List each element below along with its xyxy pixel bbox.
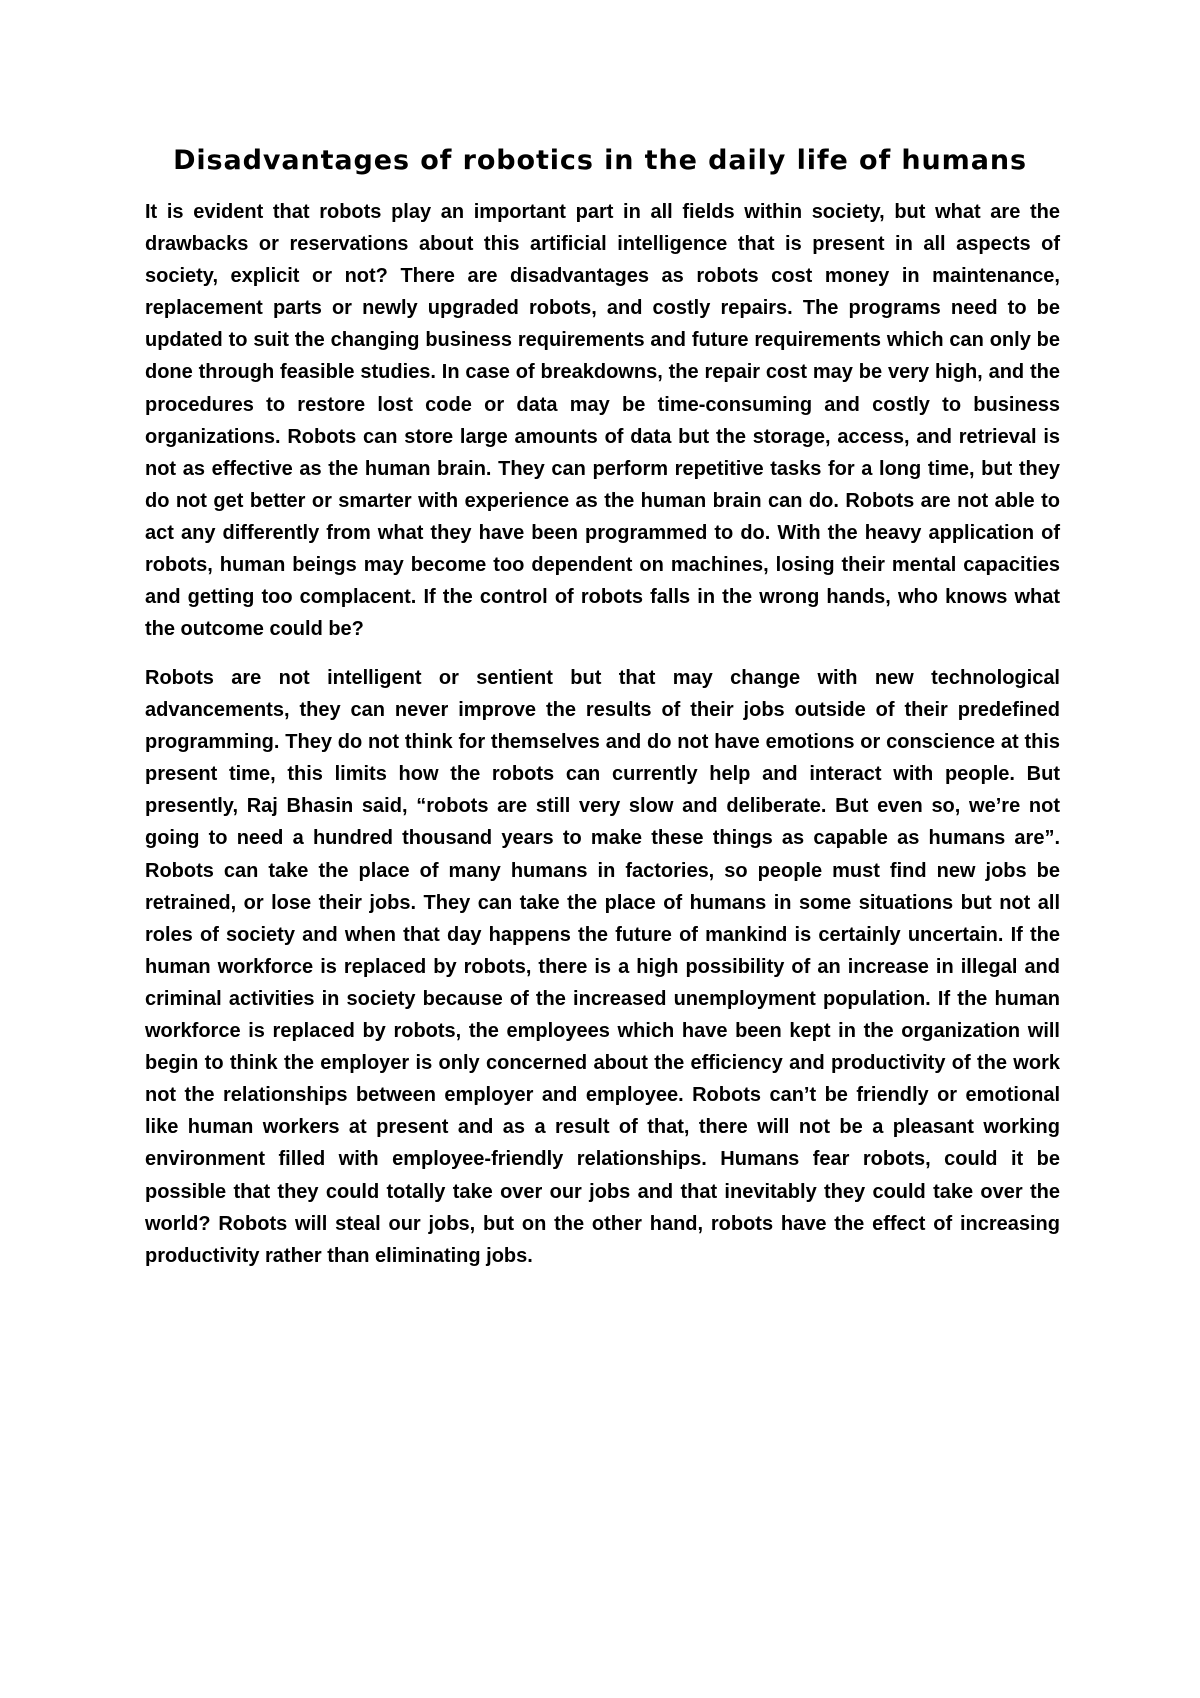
document-title: Disadvantages of robotics in the daily life of humans bbox=[173, 145, 1027, 176]
paragraph-1: It is evident that robots play an important part in all fields within society, but what are the drawbacks or reservations about this artificial intelligence that is present in all aspects of society, explicit or not? There are disadvantages as robots cost money in maintenance, replacement parts or newly upgraded robots, and costly repairs. The programs need to be updated to suit the changing business requirements and future requirements which can only be done through feasible studies. In case of breakdowns, the repair cost may be very high, and the procedures to restore lost code or data may be time-consuming and costly to business organizations. Robots can store large amounts of data but the storage, access, and retrieval is not as effective as the human brain. They can perform repetitive tasks for a long time, but they do not get better or smarter with experience as the human brain can do. Robots are not able to act any differently from what they have been programmed to do. With the heavy application of robots, human beings may become too dependent on machines, losing their mental capacities and getting too complacent. If the control of robots falls in the wrong hands, who knows what the outcome could be? bbox=[145, 201, 1060, 641]
paragraph-2: Robots are not intelligent or sentient but that may change with new technological advancements, they can never improve the results of their jobs outside of their predefined programming. They do not think for themselves and do not have emotions or conscience at this present time, this limits how the robots can currently help and interact with people. But presently, Raj Bhasin said, “robots are still very slow and deliberate. But even so, we’re not going to need a hundred thousand years to make these things as capable as humans are”. Robots can take the place of many humans in factories, so people must find new jobs be retrained, or lose their jobs. They can take the place of humans in some situations but not all roles of society and when that day happens the future of mankind is certainly uncertain. If the human workforce is replaced by robots, there is a high possibility of an increase in illegal and criminal activities in society because of the increased unemployment population. If the human workforce is replaced by robots, the employees which have been kept in the organization will begin to think the employer is only concerned about the efficiency and productivity of the work not the relationships between employer and employee. Robots can’t be friendly or emotional like human workers at present and as a result of that, there will not be a pleasant working environment filled with employee-friendly relationships. Humans fear robots, could it be possible that they could totally take over our jobs and that inevitably they could take over the world? Robots will steal our jobs, but on the other hand, robots have the effect of increasing productivity rather than eliminating jobs. bbox=[145, 667, 1060, 1267]
